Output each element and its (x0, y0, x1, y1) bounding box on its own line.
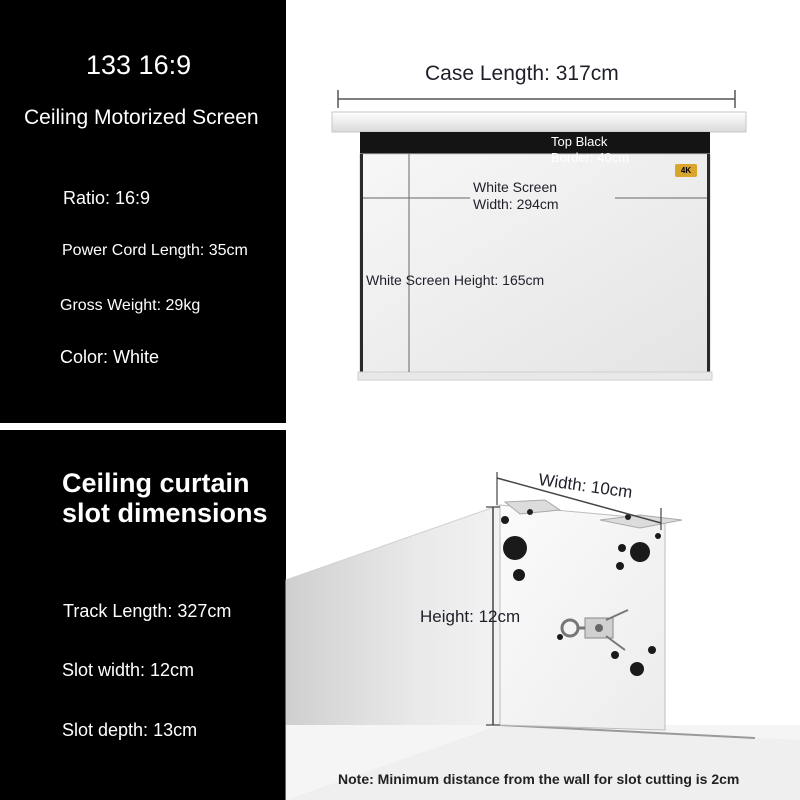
spec-slot-width: Slot width: 12cm (62, 660, 195, 680)
white-height-label: White Screen Height: 165cm (366, 272, 545, 288)
slot-illustration (286, 472, 800, 800)
spec-ratio: Ratio: 16:9 (63, 188, 151, 208)
top-border-label: Top Black Border: 40cm (551, 134, 630, 165)
white-width-label: White Screen Width: 294cm (473, 179, 559, 212)
spec-track-length: Track Length: 327cm (63, 601, 232, 621)
slot-section-title: Ceiling curtain slot dimensions (62, 468, 268, 528)
spec-color: Color: White (60, 347, 160, 367)
4k-badge: 4K (675, 164, 697, 177)
bracket-height-label: Height: 12cm (420, 607, 521, 626)
screen-case (332, 112, 746, 132)
spec-gross-weight: Gross Weight: 29kg (60, 297, 201, 314)
spec-power-cord: Power Cord Length: 35cm (62, 242, 248, 259)
case-length-label: Case Length: 317cm (425, 62, 619, 85)
wall-distance-note: Note: Minimum distance from the wall for slot cutting is 2cm (338, 771, 740, 787)
black-border (360, 132, 710, 154)
screen-size-title: 133 16:9 (86, 50, 192, 80)
screen-type-title: Ceiling Motorized Screen (24, 106, 259, 129)
spec-slot-depth: Slot depth: 13cm (62, 720, 198, 740)
screen-illustration (332, 90, 746, 380)
bracket-width-label: Width: 10cm (537, 470, 634, 502)
